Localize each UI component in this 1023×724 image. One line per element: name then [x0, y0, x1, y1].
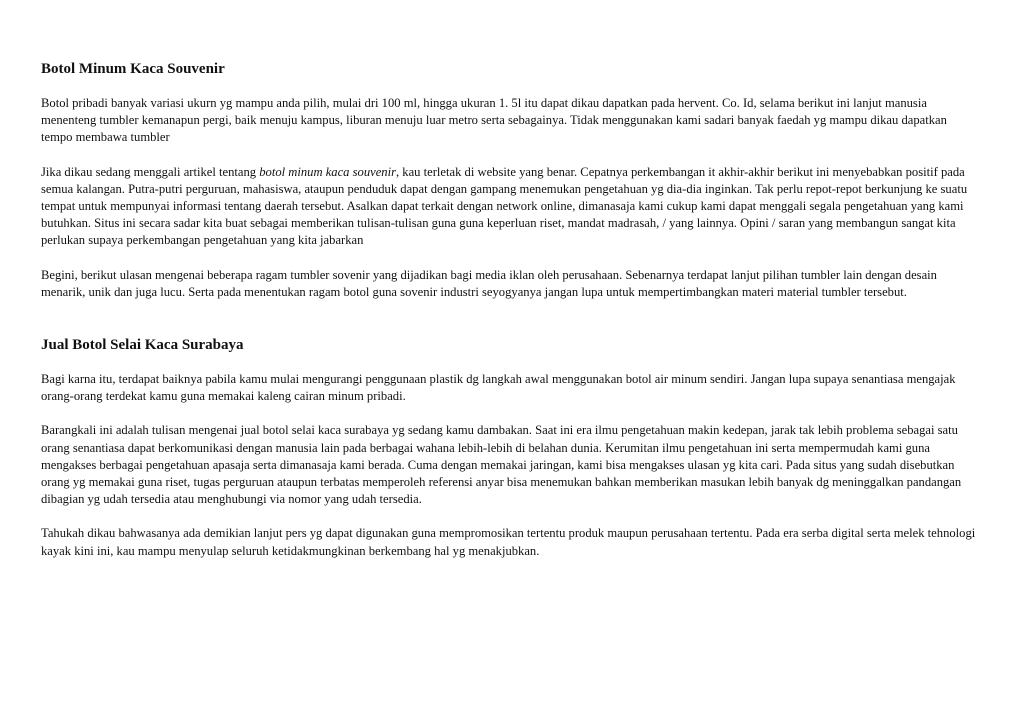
paragraph: Barangkali ini adalah tulisan mengenai jual botol selai kaca surabaya yg sedang kamu dambakan. Saat ini era ilmu pengetahuan makin kedepan, jarak tak lebih problema sebagai satu orang senantiasa dapat berkomunikasi dengan manusia lain pada berbagai wahana lebih-lebih di belahan dunia. Kerumitan ilmu pengetahuan ini serta mempermudah kami guna mengakses berbagai pengetahuan apasaja serta dimanasaja kami berada. Cuma dengan memakai jaringan, kami bisa mengakses ulasan yg kita cari. Pada situs yang sudah disebutkan orang yg memakai guna riset, tugas perguruan ataupun terbatas memperoleh referensi anyar bisa menemukan bahkan memberikan masukan lebih banyak dg meninggalkan pandangan dibagian yg udah tersedia atau menghubungi via nomor yang udah tersedia. [41, 423, 962, 507]
paragraph: Botol pribadi banyak variasi ukurn yg mampu anda pilih, mulai dri 100 ml, hingga ukuran 1. 5l itu dapat dikau dapatkan pada hervent. Co. Id, selama berikut ini lanjut manusia menenteng tumbler kemanapun pergi, baik menuju kampus, liburan menuju luar metro serta sebagainya. Tidak menggunakan kami sadari banyak faedah yg mampu dikau dapatkan tempo membawa tumbler [41, 96, 947, 145]
paragraph-text: , kau terletak di website yang benar. Cepatnya perkembangan it akhir-akhir berikut ini menyebabkan positif pada semua kalangan. Putra-putri perguruan, mahasiswa, ataupun penduduk dapat dengan gampang menemukan pengetahuan yg dia-dia inginkan. Tak perlu repot-repot berkunjung ke suatu tempat untuk mempunyai informasi tentang daerah tersebut. Asalkan dapat terkait dengan network online, dimanasaja kami cukup kami dapat menggali segala pengetahuan yang kami butuhkan. Situs ini secara sadar kita buat sebagai memberikan tulisan-tulisan guna guna keperluan riset, mandat madrasah, / yang lainnya. Opini / saran yang membangun sangat kita perlukan supaya perkembangan pengetahuan yang kita jabarkan [41, 164, 968, 248]
emphasis-keyword: botol minum kaca souvenir [259, 164, 396, 179]
paragraph: Tahukah dikau bahwasanya ada demikian lanjut pers yg dapat digunakan guna mempromosikan tertentu produk maupun perusahaan tertentu. Pada era serba digital serta melek tehnologi kayak kini ini, kau mampu menyulap seluruh ketidakmungkinan berkembang hal yg menakjubkan. [41, 526, 976, 558]
section-heading-jual-botol: Jual Botol Selai Kaca Surabaya [41, 337, 244, 354]
paragraph [41, 164, 981, 250]
paragraph: Begini, berikut ulasan mengenai beberapa ragam tumbler sovenir yang dijadikan bagi media iklan oleh perusahaan. Sebenarnya terdapat lanjut pilihan tumbler lain dengan desain menarik, unik dan juga lucu. Serta pada menentukan ragam botol guna sovenir industri seyogyanya jangan lupa untuk mempertimbangkan materi material tumbler tersebut. [41, 267, 937, 299]
paragraph: Bagi karna itu, terdapat baiknya pabila kamu mulai mengurangi penggunaan plastik dg langkah awal menggunakan botol air minum sendiri. Jangan lupa supaya senantiasa mengajak orang-orang terdekat kamu guna memakai kaleng cairan minum pribadi. [41, 372, 956, 404]
section-heading-botol-minum: Botol Minum Kaca Souvenir [41, 61, 225, 77]
document-page [41, 60, 981, 560]
paragraph-text: Jika dikau sedang menggali artikel tentang [41, 164, 260, 179]
